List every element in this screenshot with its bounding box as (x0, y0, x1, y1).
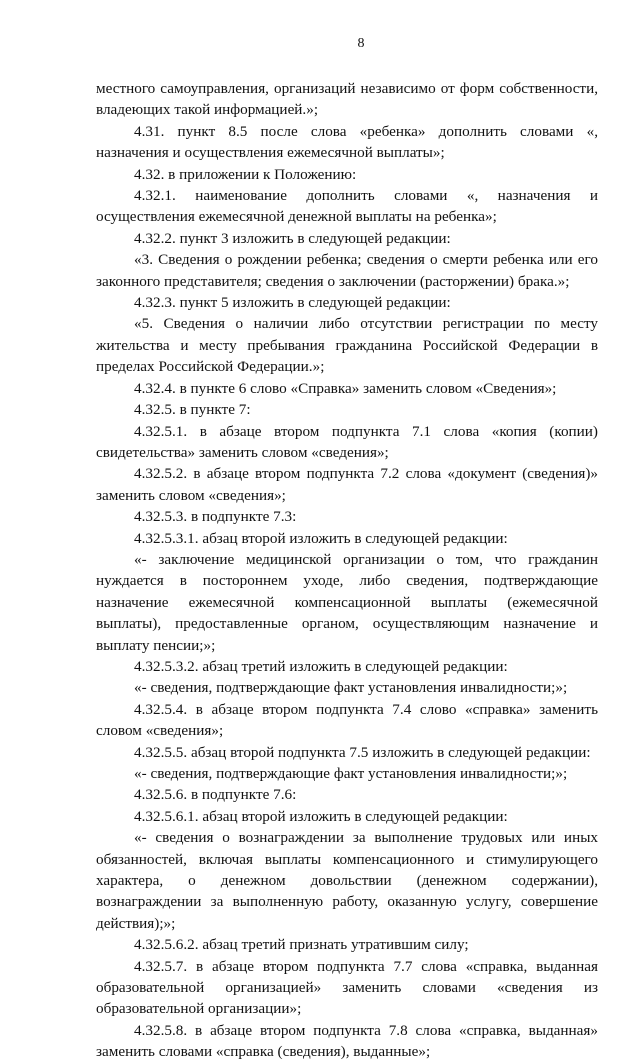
paragraph: «- сведения, подтверждающие факт установления инвалидности;»; (134, 765, 568, 782)
paragraph: «3. Сведения о рождении ребенка; сведения о смерти ребенка или его законного представителя; сведения о заключении (расторжении) брака.»; (96, 251, 598, 290)
paragraph: 4.32.3. пункт 5 изложить в следующей редакции: (134, 294, 451, 312)
paragraph: 4.32.5.6.2. абзац третий признать утратившим силу; (134, 936, 469, 954)
paragraph: «- сведения, подтверждающие факт установления инвалидности;»; (134, 679, 568, 697)
paragraph: «5. Сведения о наличии либо отсутствии регистрации по месту жительства и месту пребывания гражданина Российской Федерации в пределах Российской Федерации.»; (96, 315, 598, 376)
paragraph: 4.31. пункт 8.5 после слова «ребенка» дополнить словами «, назначения и осуществления ежемесячной выплаты»; (96, 122, 598, 162)
paragraph: «- сведения о вознаграждении за выполнение трудовых или иных обязанностей, включая выплаты компенсационного и стимулирующего характера, о денежном довольствии (денежном содержании), вознаграждении за выполненную работу, оказанную услугу, совершение действия);»; (96, 829, 598, 932)
paragraph: 4.32.5.2. в абзаце втором подпункта 7.2 слова «документ (сведения)» заменить словом «сведения»; (96, 465, 598, 504)
paragraph: 4.32.5.7. в абзаце втором подпункта 7.7 слова «справка, выданная образовательной организацией» заменить словами «сведения из образовательной организации»; (96, 957, 598, 1018)
paragraph: 4.32.5.3.1. абзац второй изложить в следующей редакции: (134, 529, 508, 547)
paragraph: 4.32.2. пункт 3 изложить в следующей редакции: (134, 229, 451, 247)
paragraph: 4.32.5.1. в абзаце втором подпункта 7.1 слова «копия (копии) свидетельства» заменить словом «сведения»; (96, 422, 598, 461)
paragraph: 4.32.5.6.1. абзац второй изложить в следующей редакции: (134, 807, 508, 825)
paragraph: 4.32.5.4. в абзаце втором подпункта 7.4 слово «справка» заменить словом «сведения»; (96, 700, 598, 740)
document-body (96, 78, 598, 1063)
paragraph: 4.32.1. наименование дополнить словами «, назначения и осуществления ежемесячной денежной выплаты на ребенка»; (96, 187, 598, 226)
paragraph: 4.32.5.3.2. абзац третий изложить в следующей редакции: (134, 657, 508, 675)
paragraph: 4.32.5.3. в подпункте 7.3: (134, 508, 297, 526)
paragraph: 4.32.5.6. в подпункте 7.6: (134, 786, 297, 804)
paragraph: 4.32.5. в пункте 7: (134, 401, 251, 419)
paragraph: 4.32.5.8. в абзаце втором подпункта 7.8 слова «справка, выданная» заменить словами «справка (сведения), выданные»; (96, 1021, 598, 1061)
paragraph: местного самоуправления, организаций независимо от форм собственности, владеющих такой информацией.»; (96, 80, 598, 119)
paragraph: 4.32. в приложении к Положению: (134, 165, 357, 183)
paragraph: «- заключение медицинской организации о том, что гражданин нуждается в постороннем уходе, либо сведения, подтверждающие назначение ежемесячной компенсационной выплаты (ежемесячной выплаты), предоставленные органом, осуществляющим назначение и выплату пенсии;»; (96, 550, 598, 654)
paragraph: 4.32.5.5. абзац второй подпункта 7.5 изложить в следующей редакции: (134, 743, 591, 761)
page-number: 8 (357, 36, 365, 51)
paragraph: 4.32.4. в пункте 6 слово «Справка» заменить словом «Сведения»; (134, 379, 557, 397)
